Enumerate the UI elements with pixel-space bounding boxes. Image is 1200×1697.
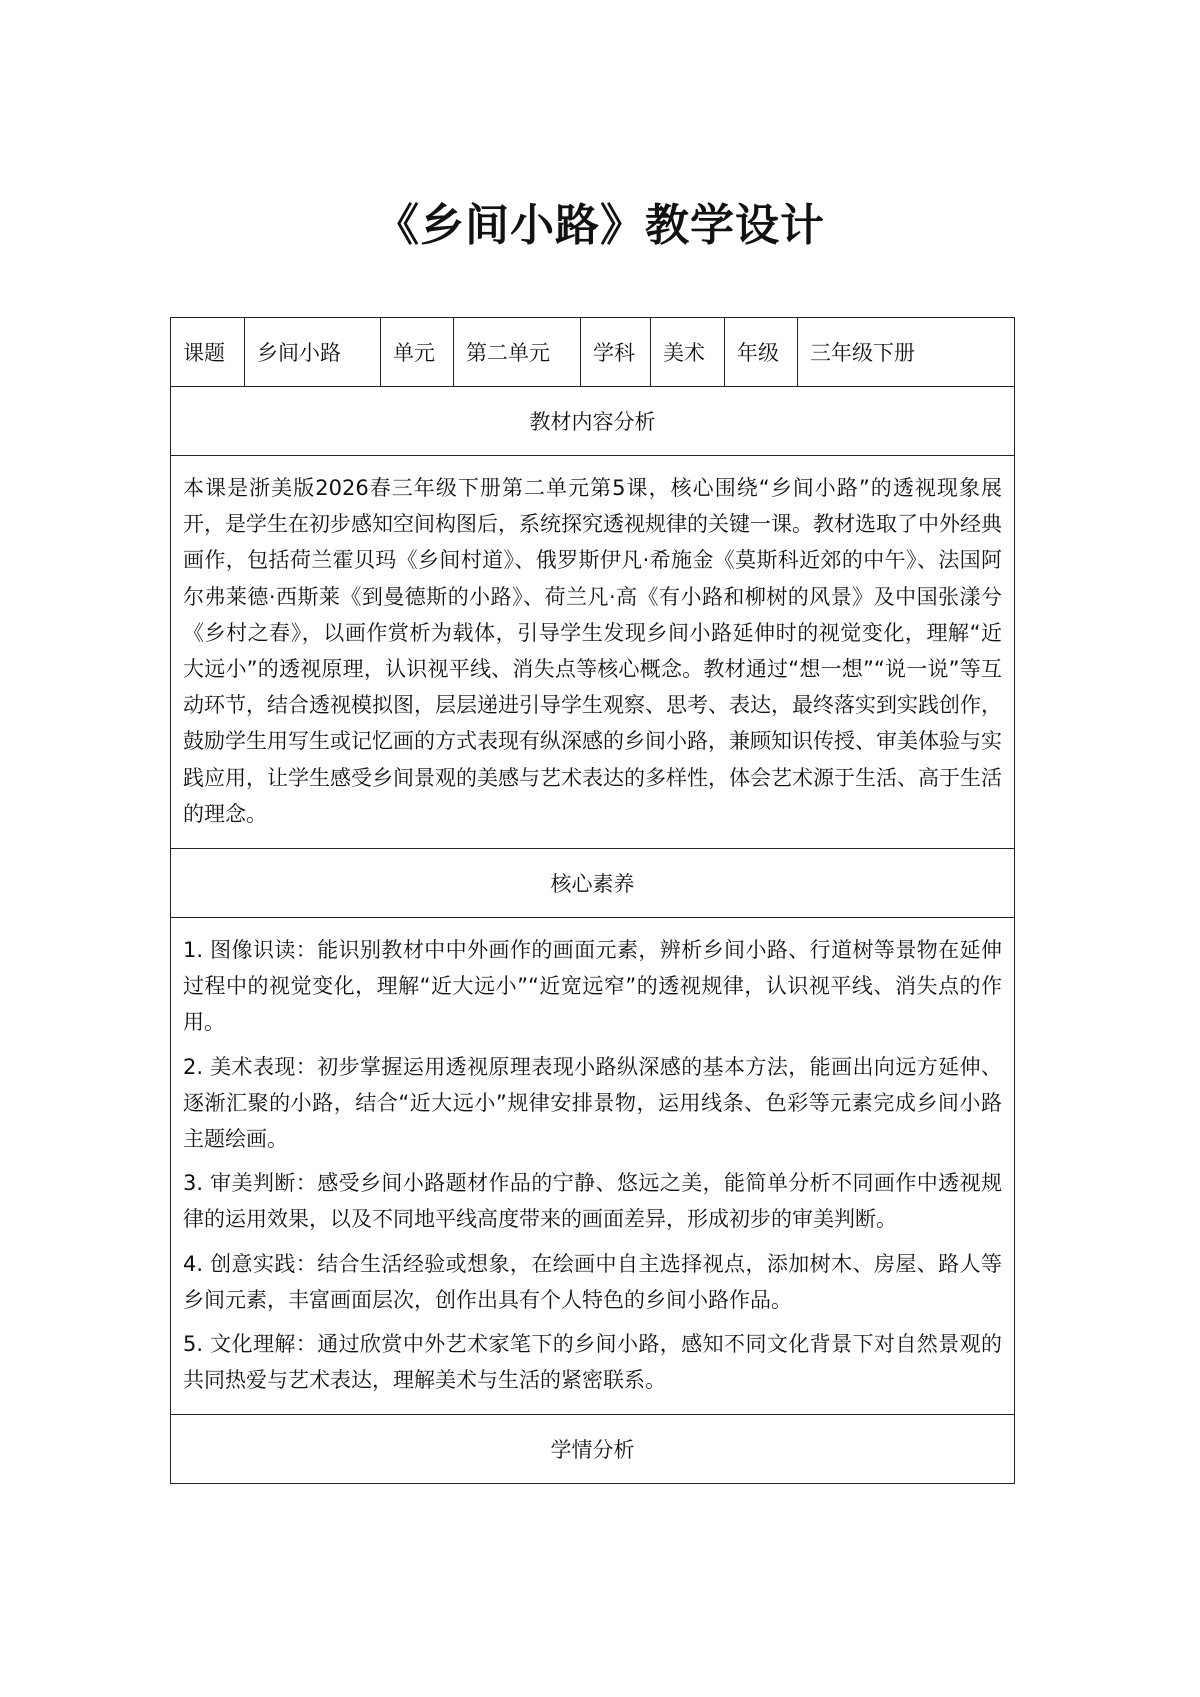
material-analysis-row [171, 456, 1015, 849]
core-literacy-item: 4. 创意实践：结合生活经验或想象，在绘画中自主选择视点，添加树木、房屋、路人等乡间元素，丰富画面层次，创作出具有个人特色的乡间小路作品。 [183, 1251, 1002, 1312]
core-literacy-item: 1. 图像识读：能识别教材中中外画作的画面元素，辨析乡间小路、行道树等景物在延伸过程中的视觉变化，理解“近大远小”“近宽远窄”的透视规律，认识视平线、消失点的作用。 [183, 938, 1002, 1035]
material-analysis-heading-row [171, 387, 1015, 456]
learner-analysis-heading: 学情分析 [171, 1415, 1015, 1484]
topic-label: 课题 [171, 318, 245, 387]
subject-label: 学科 [581, 318, 651, 387]
learner-analysis-heading-row [171, 1415, 1015, 1484]
core-literacy-item: 3. 审美判断：感受乡间小路题材作品的宁静、悠远之美，能简单分析不同画作中透视规律的运用效果，以及不同地平线高度带来的画面差异，形成初步的审美判断。 [183, 1171, 1002, 1232]
core-literacy-row [171, 918, 1015, 1415]
grade-label: 年级 [725, 318, 798, 387]
core-literacy-cell [171, 918, 1015, 1415]
core-literacy-item: 5. 文化理解：通过欣赏中外艺术家笔下的乡间小路，感知不同文化背景下对自然景观的共同热爱与艺术表达，理解美术与生活的紧密联系。 [183, 1332, 1002, 1393]
unit-value: 第二单元 [454, 318, 581, 387]
grade-value: 三年级下册 [798, 318, 1015, 387]
core-literacy-heading: 核心素养 [171, 849, 1015, 918]
core-literacy-list [183, 932, 1002, 1398]
topic-value: 乡间小路 [245, 318, 381, 387]
lesson-design-table [170, 317, 1015, 1484]
document-title: 《乡间小路》教学设计 [375, 200, 825, 251]
subject-value: 美术 [651, 318, 725, 387]
material-analysis-cell [171, 456, 1015, 849]
core-literacy-heading-row [171, 849, 1015, 918]
material-analysis-text: 本课是浙美版2026春三年级下册第二单元第5课，核心围绕“乡间小路”的透视现象展开，是学生在初步感知空间构图后，系统探究透视规律的关键一课。教材选取了中外经典画作，包括荷兰霍贝玛《乡间村道》、俄罗斯伊凡·希施金《莫斯科近郊的中午》、法国阿尔弗莱德·西斯莱《到曼德斯的小路》、荷兰凡·高《有小路和柳树的风景》及中国张漾兮《乡村之春》，以画作赏析为载体，引导学生发现乡间小路延伸时的视觉变化，理解“近大远小”的透视原理，认识视平线、消失点等核心概念。教材通过“想一想”“说一说”等互动环节，结合透视模拟图，层层递进引导学生观察、思考、表达，最终落实到实践创作，鼓励学生用写生或记忆画的方式表现有纵深感的乡间小路，兼顾知识传授、审美体验与实践应用，让学生感受乡间景观的美感与艺术表达的多样性，体会艺术源于生活、高于生活的理念。 [183, 476, 1002, 826]
material-analysis-heading: 教材内容分析 [171, 387, 1015, 456]
core-literacy-item: 2. 美术表现：初步掌握运用透视原理表现小路纵深感的基本方法，能画出向远方延伸、逐渐汇聚的小路，结合“近大远小”规律安排景物，运用线条、色彩等元素完成乡间小路主题绘画。 [183, 1054, 1002, 1152]
meta-row [171, 318, 1015, 387]
unit-label: 单元 [381, 318, 454, 387]
